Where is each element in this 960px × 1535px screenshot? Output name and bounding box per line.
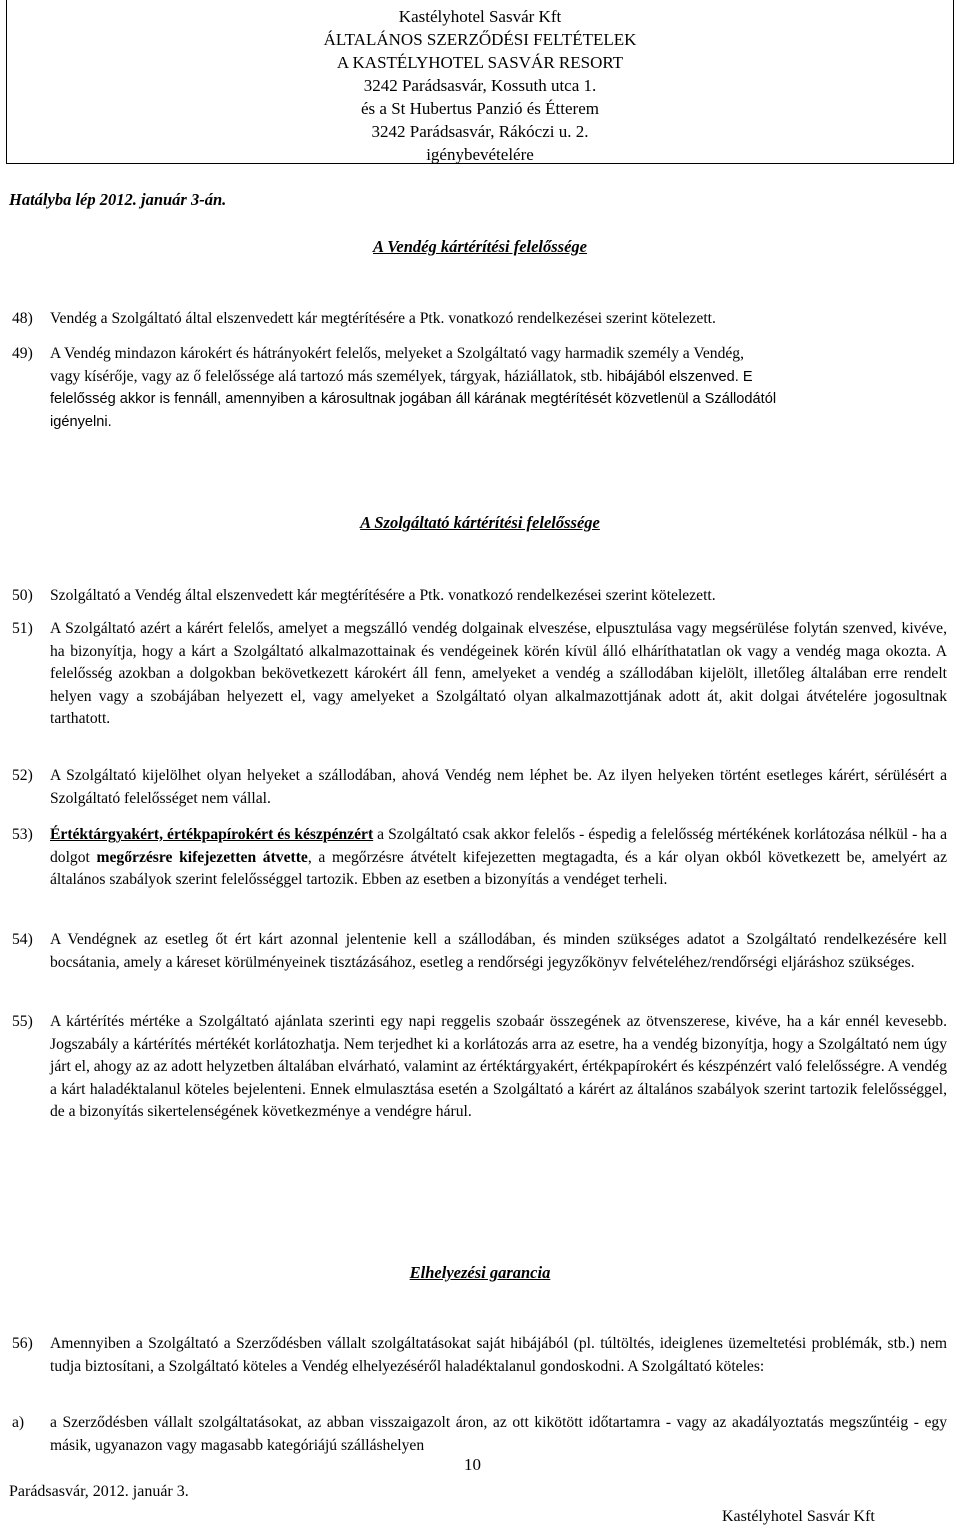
paragraph-54 bbox=[12, 929, 947, 974]
paragraph-number: 49) bbox=[12, 345, 33, 362]
paragraph-text: Amennyiben a Szolgáltató a Szerződésben vállalt szolgáltatásokat saját hibájából (pl. túltöltés, ideiglenes üzemeltetési problémák, stb.) nem tudja biztosítani, a Szolgáltató köteles a Vendég elhelyezéséről haladéktalanul gondoskodni. A Szolgáltató köteles: bbox=[50, 1335, 947, 1375]
header-company: Kastélyhotel Sasvár Kft bbox=[398, 7, 562, 26]
footer-date: Parádsasvár, 2012. január 3. bbox=[9, 1483, 189, 1500]
effective-date: Hatályba lép 2012. január 3-án. bbox=[9, 190, 227, 209]
paragraph-text: A kártérítés mértéke a Szolgáltató ajánlata szerinti egy napi reggelis szobaár összegének az ötvenszerese, kivéve, ha a kár ennél kevesebb. Jogszabály a kártérítés mértékét korlátozhatja. Nem terjedhet ki a korlátozás arra az esetre, ha a vendég bizonyítja, hogy a Szolgáltató nem úgy járt el, ahogy az az adott helyzetben általában elvárható, valamint az értéktárgyakért, értékpapírokért és készpénzért való felelősségre. A vendég a kárt haladéktalanul köteles bejelenteni. Ennek elmulasztása esetén a Szolgáltató a kárért az általános szabályok szerint tartozik felelősséggel, de a bizonyítás sikertelenségének következménye a vendégre hárul. bbox=[50, 1013, 947, 1121]
paragraph-49-line-3: felelősség akkor is fennáll, amennyiben a károsultnak jogában áll kárának megtérítését közvetlenül a Szállodától bbox=[50, 391, 777, 408]
paragraph-49 bbox=[12, 343, 947, 433]
paragraph-text: vagy kísérője, vagy az ő felelőssége alá tartozó más személyek, tárgyak, háziállatok, stb. bbox=[50, 367, 607, 385]
header-resort-name: A KASTÉLYHOTEL SASVÁR RESORT bbox=[336, 53, 624, 72]
paragraph-number: 55) bbox=[12, 1013, 33, 1030]
paragraph-51 bbox=[12, 618, 947, 731]
paragraph-number: 48) bbox=[12, 310, 33, 327]
paragraph-49-line-1 bbox=[12, 343, 947, 366]
paragraph-52 bbox=[12, 765, 947, 810]
list-item-a bbox=[12, 1412, 947, 1457]
section-heading-accommodation-guarantee: Elhelyezési garancia bbox=[409, 1263, 551, 1282]
list-item-label: a) bbox=[12, 1414, 25, 1431]
header-usage: igénybevételére bbox=[426, 145, 534, 164]
paragraph-text-sans: hibájából elszenved. E bbox=[606, 368, 753, 385]
emphasis-safekeeping: megőrzésre kifejezetten átvette bbox=[96, 848, 308, 866]
paragraph-text: A Vendég mindazon károkért és hátrányokért felelős, melyeket a Szolgáltató vagy harmadik személy a Vendég, bbox=[50, 345, 744, 362]
footer-company: Kastélyhotel Sasvár Kft bbox=[722, 1508, 875, 1525]
header-resort-address: 3242 Parádsasvár, Kossuth utca 1. bbox=[363, 76, 597, 95]
paragraph-text: Szolgáltató a Vendég által elszenvedett kár megtérítésére a Ptk. vonatkozó rendelkezései szerint kötelezett. bbox=[50, 587, 716, 604]
paragraph-53 bbox=[12, 824, 947, 892]
paragraph-text: A Szolgáltató azért a kárért felelős, amelyet a megszálló vendég dolgainak elveszése, elpusztulása vagy megsérülése folytán szenved, kivéve, ha bizonyítja, hogy a kárt a Szolgáltató alkalmazottainak és vendégeinek körén kívül álló elháríthatatlan ok vagy a vendég maga okozta. A felelősség azokban a dolgokban bekövetkezett károkért áll fenn, amelyeket a vendég a szállodában kijelölt, illetőleg általában erre rendelt helyen vagy a szobájában helyezett el, vagy amelyeket a Szolgáltató olyan alkalmazottjának adott át, akit dolgai átvételére jogosultnak tarthatott. bbox=[50, 620, 947, 728]
paragraph-text-part: , a megőrzésre átvételt kifejezetten megtagadta, és a kár olyan okból következett be, amelyért az általános szabályok szerint felelősséggel tartozik. Ebben az esetben a bizonyítás a vendéget terheli. bbox=[50, 848, 947, 889]
paragraph-number: 50) bbox=[12, 587, 33, 604]
list-item-text: a Szerződésben vállalt szolgáltatásokat, az abban visszaigazolt áron, az ott kikötött időtartamra - vagy az akadályoztatás megszűntéig - egy másik, ugyanazon vagy magasabb kategóriájú szálláshelyen bbox=[50, 1414, 947, 1454]
paragraph-50 bbox=[12, 585, 947, 608]
paragraph-text: Vendég a Szolgáltató által elszenvedett kár megtérítésére a Ptk. vonatkozó rendelkezései szerint kötelezett. bbox=[50, 310, 716, 327]
paragraph-text: A Vendégnek az esetleg őt ért kárt azonnal jelentenie kell a szállodában, és minden szükséges adatot a Szolgáltató rendelkezésére kell bocsátania, amely a káreset körülményeinek tisztázásához, esetleg a rendőrségi jegyzőkönyv felvételéhez/rendőrségi eljáráshoz szükséges. bbox=[50, 931, 947, 971]
paragraph-48 bbox=[12, 308, 947, 331]
paragraph-56 bbox=[12, 1333, 947, 1378]
paragraph-text: A Szolgáltató kijelölhet olyan helyeket a szállodában, ahová Vendég nem léphet be. Az ilyen helyeken történt esetleges kárért, sérülésért a Szolgáltató felelősséget nem vállal. bbox=[50, 767, 947, 807]
header-panzio-address: 3242 Parádsasvár, Rákóczi u. 2. bbox=[371, 122, 589, 141]
paragraph-number: 54) bbox=[12, 931, 33, 948]
header-document-title: ÁLTALÁNOS SZERZŐDÉSI FELTÉTELEK bbox=[323, 30, 637, 49]
paragraph-text-part: a Szolgáltató csak akkor felelős - éspedig a felelősség mértékének korlátozása nélkül - ha a dolgot bbox=[50, 826, 947, 866]
page-number: 10 bbox=[464, 1455, 481, 1474]
emphasis-valuables: Értéktárgyakért, értékpapírokért és készpénzért bbox=[50, 826, 374, 843]
paragraph-number: 53) bbox=[12, 826, 33, 843]
section-heading-provider-liability: A Szolgáltató kártérítési felelőssége bbox=[360, 513, 600, 532]
paragraph-49-line-4: igényelni. bbox=[50, 413, 112, 430]
paragraph-number: 56) bbox=[12, 1335, 33, 1352]
paragraph-number: 51) bbox=[12, 620, 33, 637]
paragraph-55 bbox=[12, 1011, 947, 1124]
header-panzio-name: és a St Hubertus Panzió és Étterem bbox=[361, 99, 599, 118]
paragraph-number: 52) bbox=[12, 767, 33, 784]
section-heading-guest-liability: A Vendég kártérítési felelőssége bbox=[372, 237, 588, 256]
paragraph-49-line-2 bbox=[12, 366, 947, 389]
paragraph-text bbox=[50, 824, 947, 892]
